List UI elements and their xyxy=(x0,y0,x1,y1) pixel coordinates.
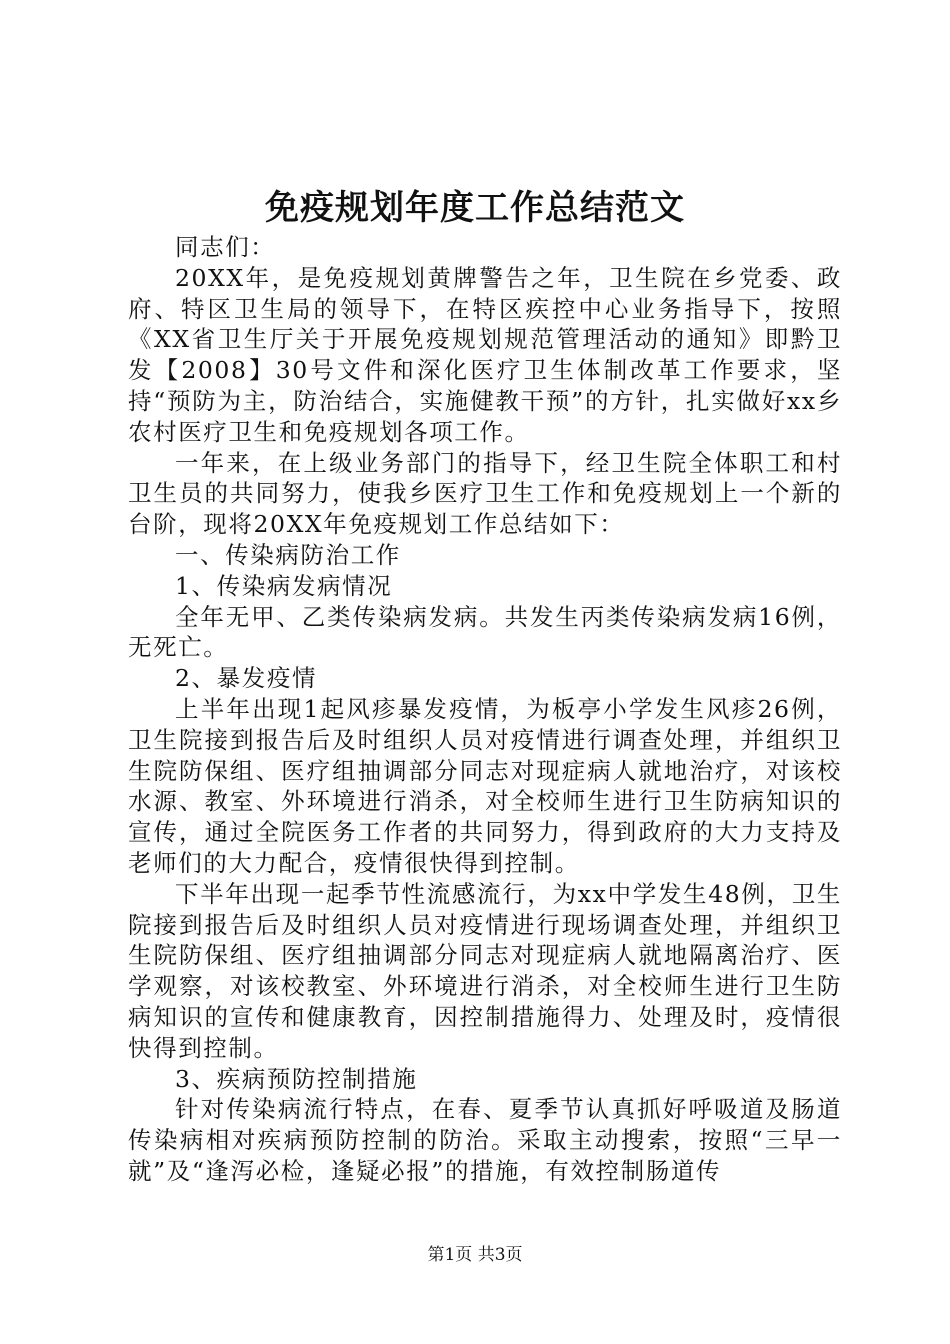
subheading-outbreak: 2、暴发疫情 xyxy=(175,664,318,693)
section-heading-infectious-disease: 一、传染病防治工作 xyxy=(175,540,401,569)
incidence-paragraph: 全年无甲、乙类传染病发病。共发生丙类传染病发病16例，无死亡。 xyxy=(128,602,842,662)
document-body xyxy=(128,232,842,1187)
intro-paragraph: 20XX年，是免疫规划黄牌警告之年，卫生院在乡党委、政府、特区卫生局的领导下，在特区疾控中心业务指导下，按照《XX省卫生厅关于开展免疫规划规范管理活动的通知》即黔卫发【2008】30号文件和深化医疗卫生体制改革工作要求，坚持“预防为主，防治结合，实施健教干预”的方针，扎实做好xx乡农村医疗卫生和免疫规划各项工作。 xyxy=(128,263,842,446)
rubella-outbreak-paragraph: 上半年出现1起风疹暴发疫情，为板亭小学发生风疹26例，卫生院接到报告后及时组织人员对疫情进行调查处理，并组织卫生院防保组、医疗组抽调部分同志对现症病人就地治疗，对该校水源、教室、外环境进行消杀，对全校师生进行卫生防病知识的宣传，通过全院医务工作者的共同努力，得到政府的大力支持及老师们的大力配合，疫情很快得到控制。 xyxy=(128,694,842,877)
document-title: 免疫规划年度工作总结范文 xyxy=(265,188,685,228)
page-number-footer: 第1页 共3页 xyxy=(427,1245,523,1265)
prevention-paragraph: 针对传染病流行特点，在春、夏季节认真抓好呼吸道及肠道传染病相对疾病预防控制的防治。采取主动搜索，按照“三早一就”及“逢泻必检，逢疑必报”的措施，有效控制肠道传 xyxy=(128,1095,842,1185)
salutation-paragraph: 同志们： xyxy=(175,233,276,261)
subheading-incidence: 1、传染病发病情况 xyxy=(175,571,393,600)
overview-paragraph: 一年来，在上级业务部门的指导下，经卫生院全体职工和村卫生员的共同努力，使我乡医疗卫生工作和免疫规划上一个新的台阶，现将20XX年免疫规划工作总结如下： xyxy=(128,448,842,539)
subheading-prevention: 3、疾病预防控制措施 xyxy=(175,1064,418,1093)
flu-outbreak-paragraph: 下半年出现一起季节性流感流行，为xx中学发生48例，卫生院接到报告后及时组织人员对疫情进行现场调查处理，并组织卫生院防保组、医疗组抽调部分同志对现症病人就地隔离治疗、医学观察，对该校教室、外环境进行消杀，对全校师生进行卫生防病知识的宣传和健康教育，因控制措施得力、处理及时，疫情很快得到控制。 xyxy=(128,879,842,1062)
